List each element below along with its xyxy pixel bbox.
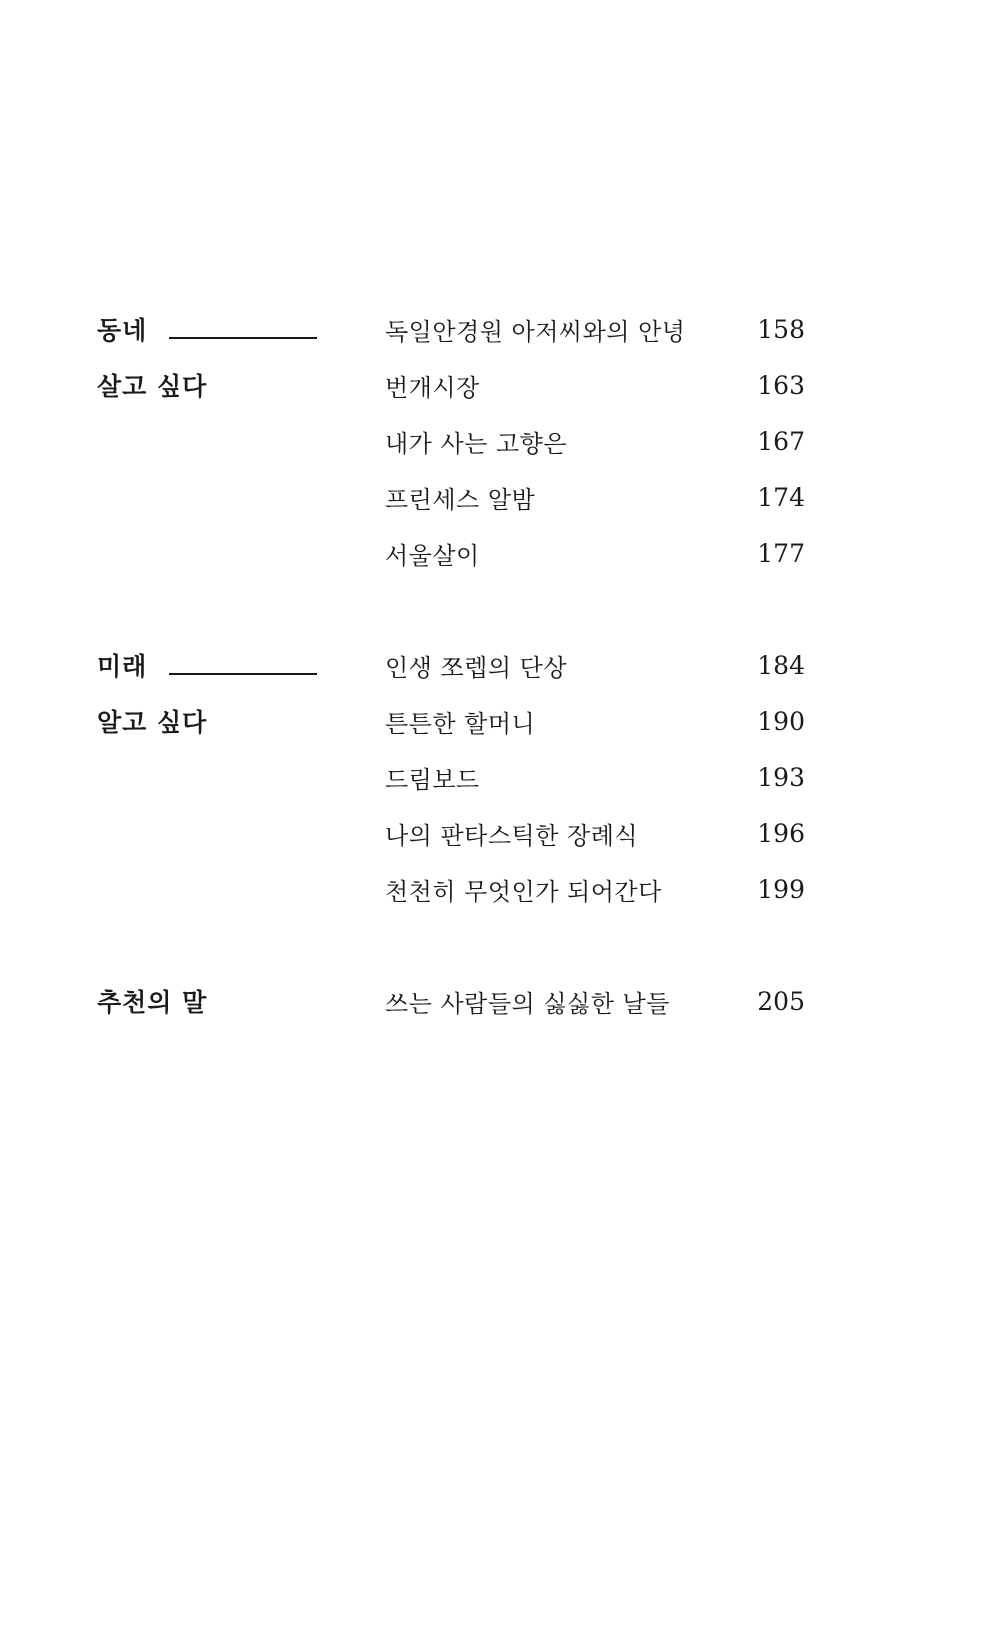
entry-title: 천천히 무엇인가 되어간다 xyxy=(385,877,662,906)
entry-page-number: 199 xyxy=(757,874,805,904)
entry-page-number: 163 xyxy=(757,370,805,400)
entry-title: 나의 판타스틱한 장례식 xyxy=(385,821,639,850)
section-title: 동네 xyxy=(97,316,148,345)
section-heading-line xyxy=(97,637,347,693)
toc-entry[interactable] xyxy=(385,525,805,581)
entry-title: 튼튼한 할머니 xyxy=(385,709,536,738)
heading-rule xyxy=(169,673,317,675)
entry-page-number: 193 xyxy=(757,762,805,792)
section-subtitle: 살고 싶다 xyxy=(97,372,208,401)
section-heading-line xyxy=(97,301,347,357)
section-heading xyxy=(97,301,347,413)
entry-page-number: 158 xyxy=(757,314,805,344)
entry-page-number: 167 xyxy=(757,426,805,456)
toc-entry[interactable] xyxy=(385,861,805,917)
entry-title: 쓰는 사람들의 싫싫한 날들 xyxy=(385,989,670,1018)
section-title: 미래 xyxy=(97,652,148,681)
toc-entry[interactable] xyxy=(385,413,805,469)
toc-entry-list xyxy=(385,973,805,1029)
section-subtitle: 알고 싶다 xyxy=(97,708,208,737)
section-heading xyxy=(97,973,347,1029)
toc-entry[interactable] xyxy=(385,973,805,1029)
entry-page-number: 174 xyxy=(757,482,805,512)
entry-page-number: 190 xyxy=(757,706,805,736)
toc-entry[interactable] xyxy=(385,637,805,693)
toc-entry[interactable] xyxy=(385,805,805,861)
entry-page-number: 184 xyxy=(757,650,805,680)
entry-title: 프린세스 알밤 xyxy=(385,485,536,514)
section-heading-line xyxy=(97,693,347,749)
entry-page-number: 205 xyxy=(757,986,805,1016)
entry-title: 번개시장 xyxy=(385,373,480,402)
entry-page-number: 196 xyxy=(757,818,805,848)
entry-title: 드림보드 xyxy=(385,765,480,794)
entry-title: 독일안경원 아저씨와의 안녕 xyxy=(385,317,686,346)
entry-title: 인생 쪼렙의 단상 xyxy=(385,653,568,682)
section-title: 추천의 말 xyxy=(97,988,208,1017)
toc-entry-list xyxy=(385,301,805,581)
entry-title: 서울살이 xyxy=(385,541,480,570)
entry-title: 내가 사는 고향은 xyxy=(385,429,568,458)
heading-rule xyxy=(169,337,317,339)
section-heading-line xyxy=(97,357,347,413)
entry-page-number: 177 xyxy=(757,538,805,568)
toc-entry[interactable] xyxy=(385,301,805,357)
section-heading xyxy=(97,637,347,749)
toc-entry[interactable] xyxy=(385,749,805,805)
toc-entry-list xyxy=(385,637,805,917)
toc-entry[interactable] xyxy=(385,357,805,413)
toc-entry[interactable] xyxy=(385,469,805,525)
section-heading-line xyxy=(97,973,347,1029)
toc-entry[interactable] xyxy=(385,693,805,749)
